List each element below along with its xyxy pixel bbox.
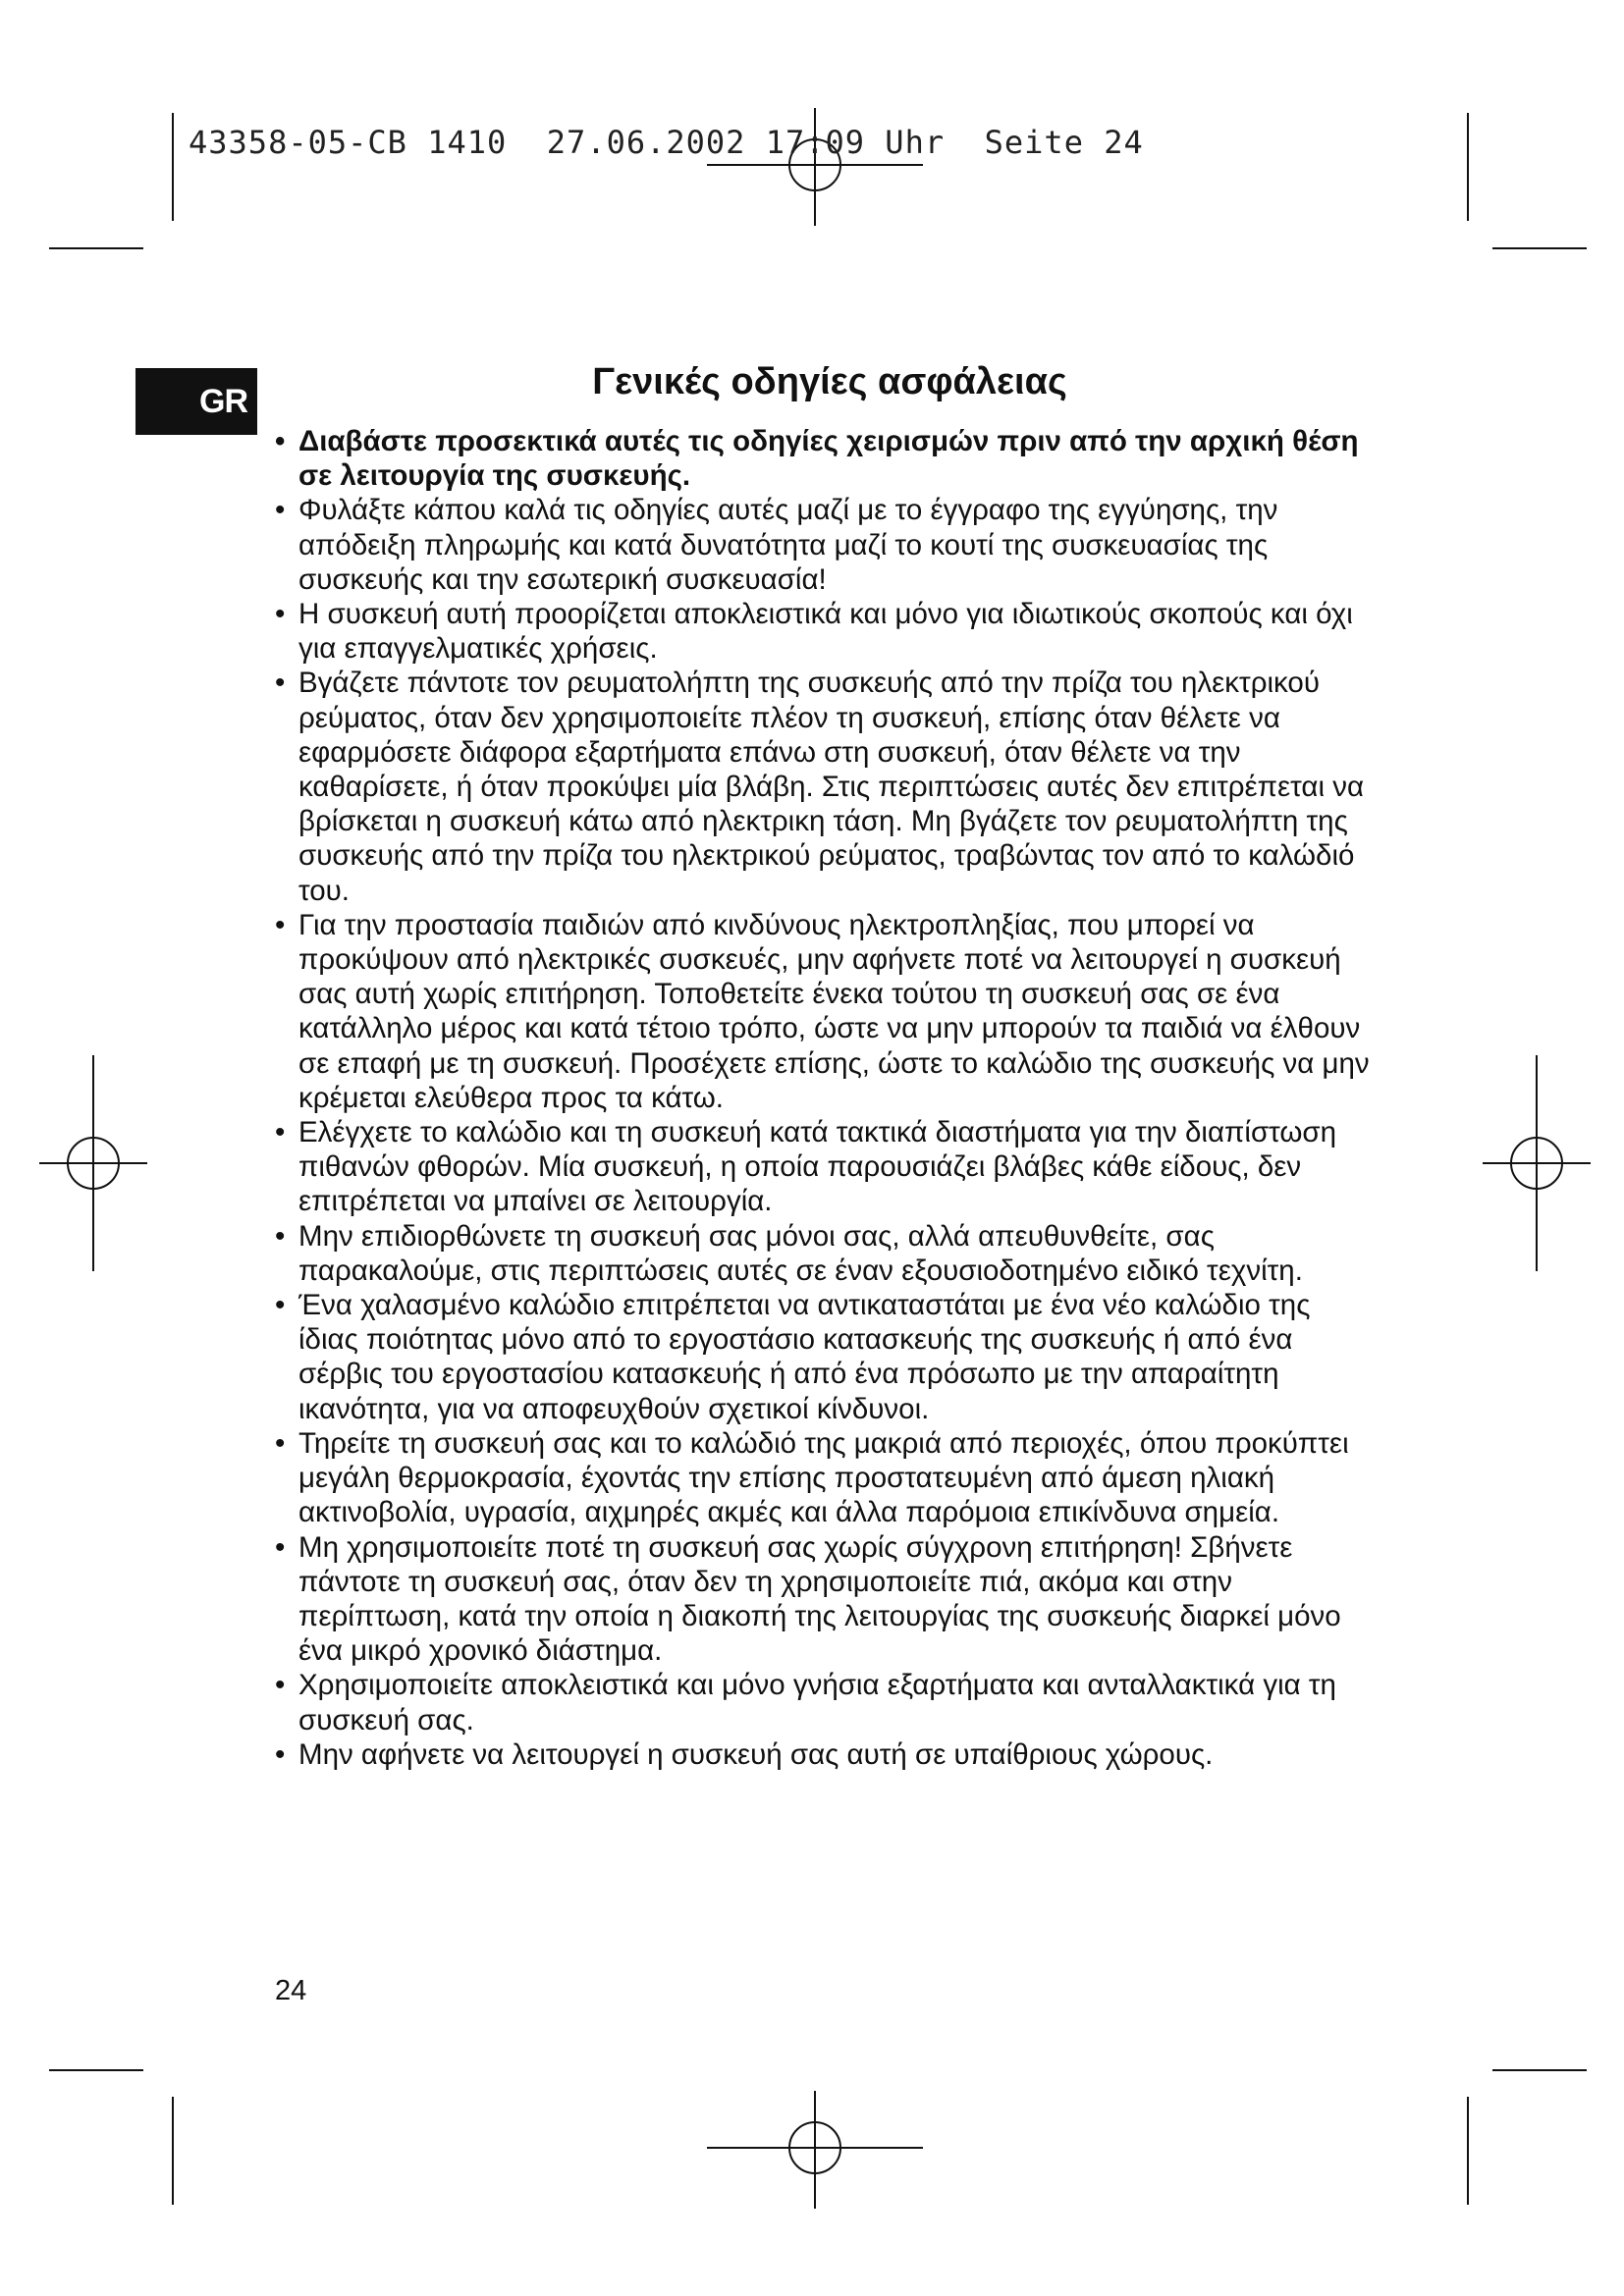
registration-mark-bottom-icon (707, 2091, 923, 2209)
bullet-item (275, 597, 1375, 666)
bullet-item (275, 908, 1375, 1115)
bullet-text: • Χρησιμοποιείτε αποκλειστικά και μόνο γνήσια εξαρτήματα και ανταλλακτικά για τη συσκευή σας. (298, 1669, 1336, 1736)
crop-mark-top-right-horizontal (1492, 247, 1587, 249)
bullet-text: • Μην επιδιορθώνετε τη συσκευή σας μόνοι σας, αλλά απευθυνθείτε, σας παρακαλούμε, στις περιπτώσεις αυτές σε έναν εξουσιοδοτημένο ειδικό τεχνίτη. (298, 1219, 1303, 1287)
bullet-text: • Φυλάξτε κάπου καλά τις οδηγίες αυτές μαζί με το έγγραφο της εγγύησης, την απόδειξη πληρωμής και κατά δυνατότητα μαζί το κουτί της συσκευασίας της συσκευής και την εσωτερική συσκευασία! (298, 494, 1278, 596)
print-header-info: 43358-05-CB 1410 27.06.2002 17:09 Uhr Seite 24 (189, 124, 1144, 161)
bullet-text: • Διαβάστε προσεκτικά αυτές τις οδηγίες χειρισμών πριν από την αρχική θέση σε λειτουργία της συσκευής. (298, 425, 1359, 493)
bullet-item (275, 1530, 1375, 1669)
bullet-item (275, 1115, 1375, 1219)
bullet-item (275, 1288, 1375, 1426)
registration-mark-right-icon (1483, 1055, 1591, 1271)
bullet-item (275, 1219, 1375, 1288)
bullet-text: • Μη χρησιμοποιείτε ποτέ τη συσκευή σας χωρίς σύγχρονη επιτήρηση! Σβήνετε πάντοτε τη συσκευή σας, όταν δεν τη χρησιμοποιείτε πιά, ακόμα και στην περίπτωση, κατά την οποία η διακοπή της λειτουργίας της συσκευής διαρκεί μόνο ένα μικρό χρονικό διάστημα. (298, 1530, 1341, 1668)
crop-mark-top-left-horizontal (49, 247, 143, 249)
bullet-text: • Μην αφήνετε να λειτουργεί η συσκευή σας αυτή σε υπαίθριους χώρους. (298, 1737, 1214, 1771)
bullet-list (275, 424, 1375, 1772)
bullet-text: • Ένα χαλασμένο καλώδιο επιτρέπεται να αντικαταστάται με ένα νέο καλώδιο της ίδιας ποιότητας μόνο από το εργοστάσιο κατασκευής της συσκευής ή από ένα σέρβις του εργοστασίου κατασκευής ή από ένα πρόσωπο με την απαραίτητη ικανότητα, για να αποφευχθούν σχετικοί κίνδυνοι. (298, 1289, 1311, 1425)
crop-mark-bottom-left-horizontal (49, 2069, 143, 2071)
language-tab: GR (135, 368, 257, 435)
bullet-text: • Η συσκευή αυτή προορίζεται αποκλειστικά και μόνο για ιδιωτικούς σκοπούς και όχι για επαγγελματικές χρήσεις. (298, 598, 1353, 666)
bullet-text: • Ελέγχετε το καλώδιο και τη συσκευή κατά τακτικά διαστήματα για την διαπίστωση πιθανών φθορών. Μία συσκευή, η οποία παρουσιάζει βλάβες κάθε είδους, δεν επιτρέπεται να μπαίνει σε λειτουργία. (298, 1116, 1337, 1218)
safety-instructions (275, 424, 1375, 1772)
bullet-item (275, 424, 1375, 493)
bullet-text: • Βγάζετε πάντοτε τον ρευματολήπτη της συσκευής από την πρίζα του ηλεκτρικού ρεύματος, όταν δεν χρησιμοποιείτε πλέον τη συσκευή, επίσης όταν θέλετε να εφαρμόσετε διάφορα εξαρτήματα επάνω στη συσκευή, όταν θέλετε να την καθαρίσετε, ή όταν προκύψει μία βλάβη. Στις περιπτώσεις αυτές δεν επιτρέπεται να βρίσκεται η συσκευή κάτω από ηλεκτρικη τάση. Μη βγάζετε τον ρευματολήπτη της συσκευής από την πρίζα του ηλεκτρικού ρεύματος, τραβώντας τον από το καλώδιό του. (298, 667, 1365, 907)
bullet-item (275, 666, 1375, 907)
crop-mark-top-left-vertical (172, 113, 174, 221)
crop-mark-top-right-vertical (1467, 113, 1469, 221)
bullet-text: • Τηρείτε τη συσκευή σας και το καλώδιό της μακριά από περιοχές, όπου προκύπτει μεγάλη θερμοκρασία, έχοντάς την επίσης προστατευμένη από άμεση ηλιακή ακτινοβολία, υγρασία, αιχμηρές ακμές και άλλα παρόμοια επικίνδυνα σημεία. (298, 1426, 1349, 1529)
bullet-item (275, 1668, 1375, 1736)
crop-mark-bottom-left-vertical (172, 2097, 174, 2205)
bullet-text: • Για την προστασία παιδιών από κινδύνους ηλεκτροπληξίας, που μπορεί να προκύψουν από ηλεκτρικές συσκευές, μην αφήνετε ποτέ να λειτουργεί η συσκευή σας αυτή χωρίς επιτήρηση. Τοποθετείτε ένεκα τούτου τη συσκευή σας σε ένα κατάλληλο μέρος και κατά τέτοιο τρόπο, ώστε να μην μπορούν τα παιδιά να έλθουν σε επαφή με τη συσκευή. Προσέχετε επίσης, ώστε το καλώδιο της συσκευής να μην κρέμεται ελεύθερα προς τα κάτω. (298, 908, 1370, 1114)
bullet-item (275, 493, 1375, 597)
crop-mark-bottom-right-vertical (1467, 2097, 1469, 2205)
page-title: Γενικές οδηγίες ασφάλειας (592, 361, 1067, 402)
bullet-item (275, 1426, 1375, 1530)
registration-mark-left-icon (39, 1055, 147, 1271)
page-number: 24 (275, 1975, 307, 2006)
bullet-item (275, 1737, 1375, 1772)
crop-mark-bottom-right-horizontal (1492, 2069, 1587, 2071)
